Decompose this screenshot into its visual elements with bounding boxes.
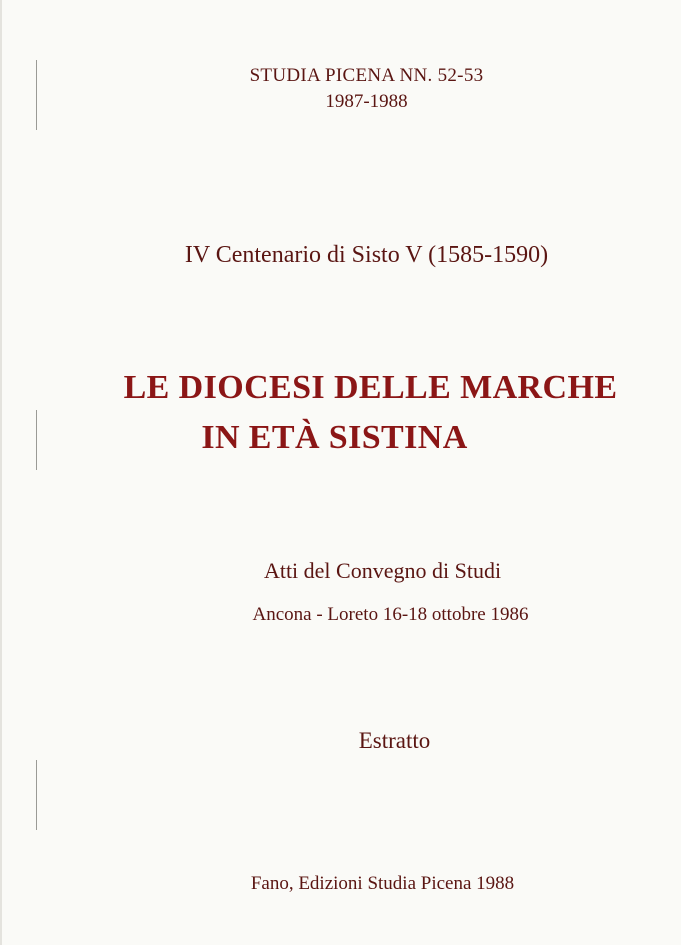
conference-place-date: Ancona - Loreto 16-18 ottobre 1986: [252, 604, 529, 625]
cover-subtitle: IV Centenario di Sisto V (1585-1590): [184, 242, 549, 268]
publisher-line: Fano, Edizioni Studia Picena 1988: [250, 873, 515, 894]
spine-staple-mark: [36, 760, 37, 830]
series-name: STUDIA PICENA NN. 52-53: [249, 65, 484, 86]
series-years: 1987-1988: [325, 91, 408, 112]
cover-title-line-2: IN ETÀ SISTINA: [201, 419, 468, 456]
extract-label: Estratto: [358, 728, 431, 753]
conference-name: Atti del Convegno di Studi: [263, 558, 502, 583]
cover-title-line-1: LE DIOCESI DELLE MARCHE: [123, 369, 618, 406]
